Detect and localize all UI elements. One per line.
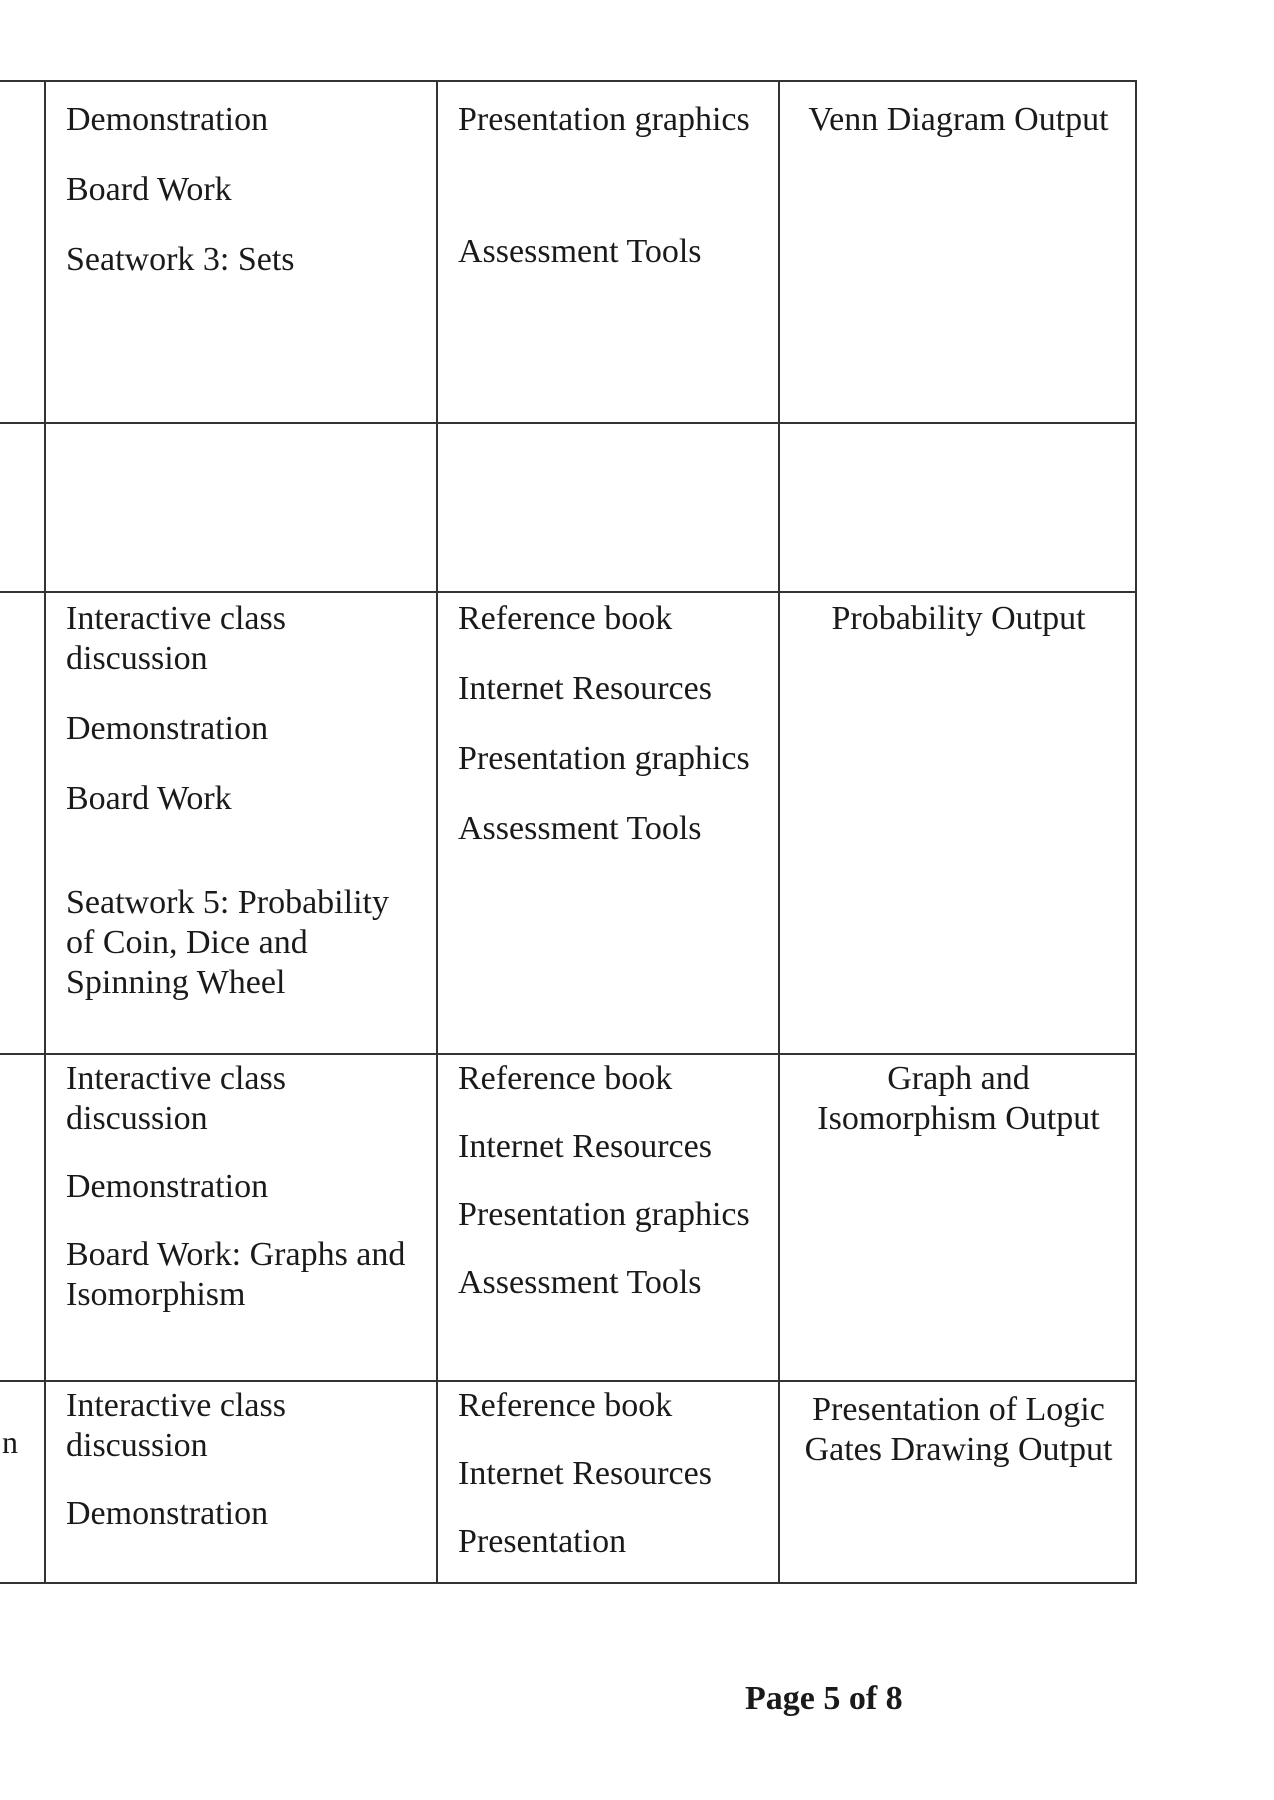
output-text: Probability Output <box>831 600 1086 637</box>
table-row <box>0 1055 1135 1382</box>
table-row <box>0 82 1135 424</box>
resources-cell <box>436 82 778 422</box>
left-cut-column <box>0 1382 44 1582</box>
resources-cell <box>436 424 778 591</box>
method-item: Interactive class discussion <box>66 600 286 677</box>
cut-off-text: n <box>2 1424 18 1460</box>
left-cut-column <box>0 424 44 591</box>
resource-item: Reference book <box>458 600 673 637</box>
output-cell <box>778 424 1135 591</box>
method-item: Seatwork 5: Probability of Coin, Dice and Spinning Wheel <box>66 884 389 1001</box>
methods-cell <box>44 593 436 1053</box>
resource-item: Assessment Tools <box>458 1264 702 1301</box>
table-row <box>0 593 1135 1055</box>
method-item: Interactive class discussion <box>66 1387 286 1464</box>
left-cut-column <box>0 82 44 422</box>
resource-item: Reference book <box>458 1387 673 1424</box>
resources-cell <box>436 1055 778 1380</box>
output-cell <box>778 1382 1135 1582</box>
output-cell <box>778 1055 1135 1380</box>
resource-item: Presentation graphics <box>458 1196 750 1233</box>
resource-item: Internet Resources <box>458 670 712 707</box>
method-item: Board Work <box>66 780 232 817</box>
output-text: Venn Diagram Output <box>808 101 1109 138</box>
lesson-plan-table <box>0 80 1137 1584</box>
resources-cell <box>436 593 778 1053</box>
page-number: Page 5 of 8 <box>745 1680 903 1717</box>
resource-item: Internet Resources <box>458 1128 712 1165</box>
resource-item: Assessment Tools <box>458 810 702 847</box>
method-item: Demonstration <box>66 1168 269 1205</box>
left-cut-column <box>0 1055 44 1380</box>
table-row <box>0 1382 1135 1584</box>
method-item: Demonstration <box>66 710 269 747</box>
resource-item: Internet Resources <box>458 1455 712 1492</box>
output-cell <box>778 82 1135 422</box>
method-item: Seatwork 3: Sets <box>66 241 295 278</box>
resource-item: Assessment Tools <box>458 233 702 270</box>
method-item: Demonstration <box>66 101 269 138</box>
methods-cell <box>44 1382 436 1582</box>
output-text: Graph and Isomorphism Output <box>817 1060 1100 1137</box>
output-cell <box>778 593 1135 1053</box>
resource-item: Presentation graphics <box>458 740 750 777</box>
resource-item: Presentation <box>458 1523 627 1560</box>
method-item: Board Work <box>66 171 232 208</box>
resource-item: Presentation graphics <box>458 101 750 138</box>
output-text: Presentation of Logic Gates Drawing Output <box>804 1391 1113 1468</box>
methods-cell <box>44 424 436 591</box>
methods-cell <box>44 1055 436 1380</box>
left-cut-column <box>0 593 44 1053</box>
methods-cell <box>44 82 436 422</box>
table-row <box>0 424 1135 593</box>
resource-item: Reference book <box>458 1060 673 1097</box>
method-item: Interactive class discussion <box>66 1060 286 1137</box>
method-item: Board Work: Graphs and Isomorphism <box>66 1236 406 1313</box>
resources-cell <box>436 1382 778 1582</box>
method-item: Demonstration <box>66 1495 269 1532</box>
